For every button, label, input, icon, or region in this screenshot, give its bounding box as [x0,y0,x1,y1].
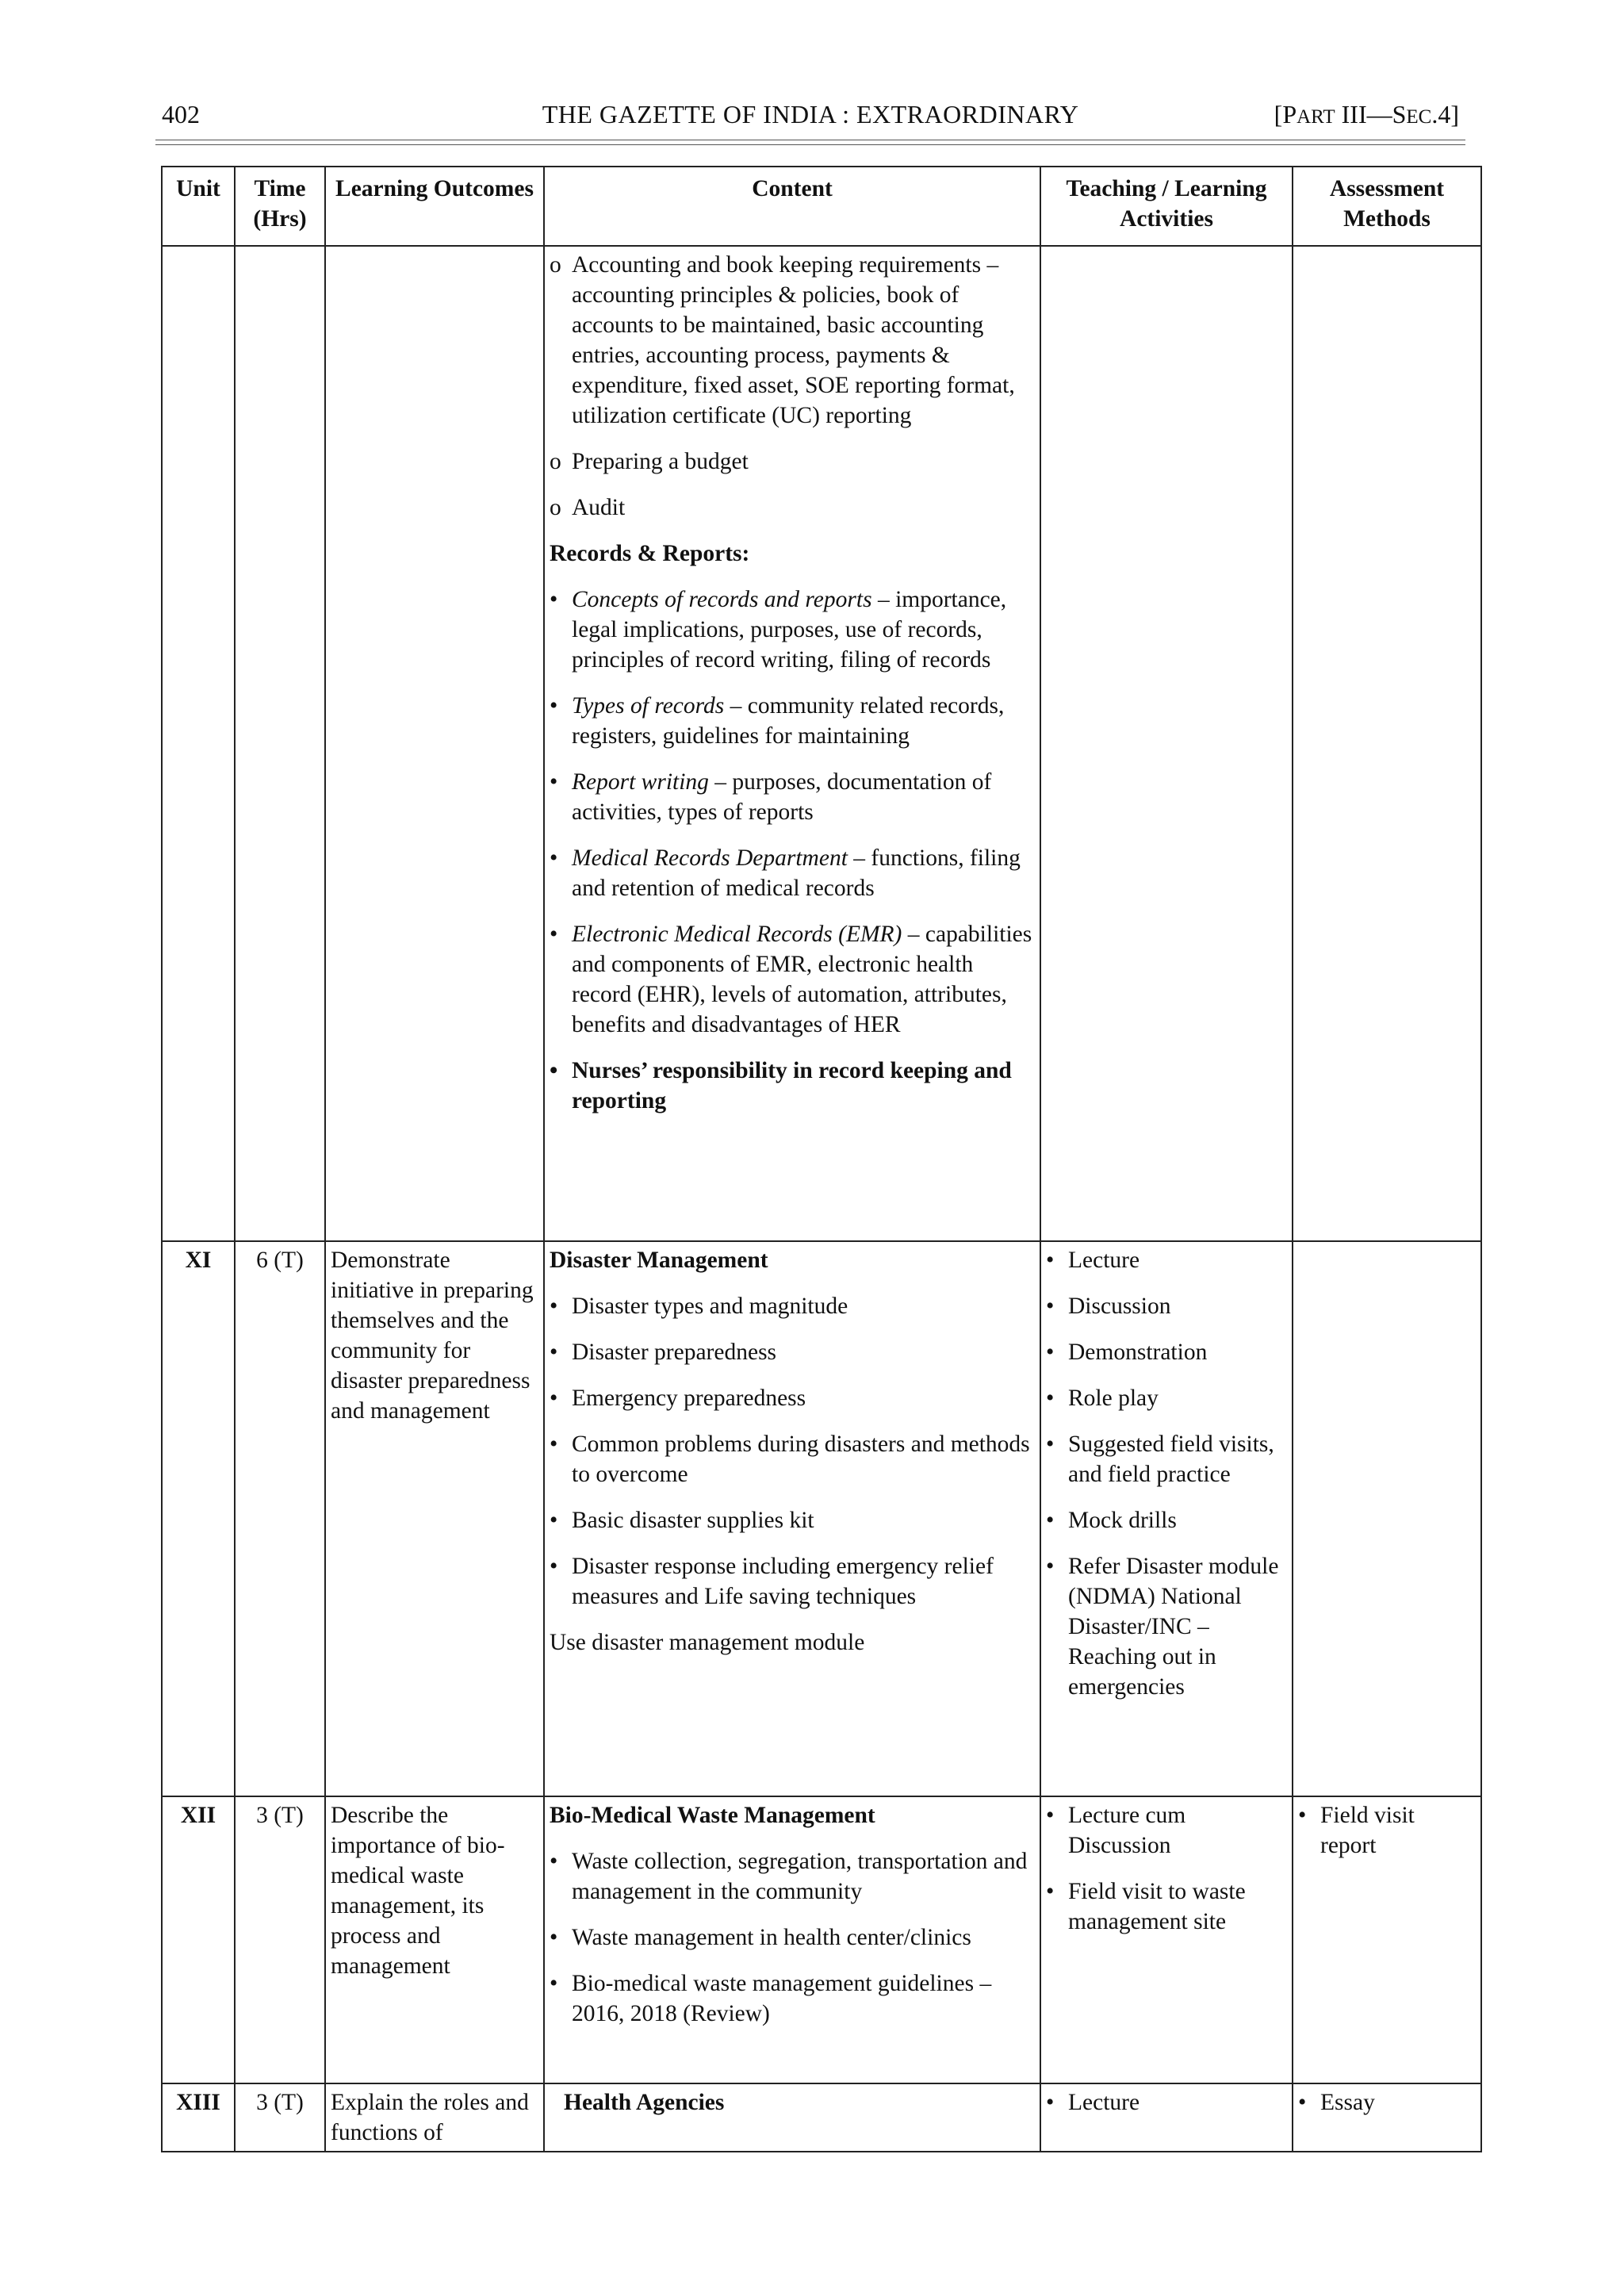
unit-cell: XII [162,1796,235,2083]
list-item: • Nurses’ responsibility in record keeping and reporting [550,1058,1012,1114]
list-item: • Waste management in health center/clinics [550,1925,971,1950]
list-item: • Disaster response including emergency relief measures and Life saving techniques [550,1554,994,1609]
table-row [162,1241,1481,1796]
time-cell: 3 (T) [235,2083,325,2152]
list-item: • Disaster preparedness [550,1340,777,1365]
list-item: • Suggested field visits, and field practice [1046,1432,1274,1487]
header-time: Time (Hrs) [235,167,325,246]
list-item: • Report writing – purposes, documentation of activities, types of reports [550,769,992,825]
assessment-cell [1293,1796,1481,2083]
list-item: • Disaster types and magnitude [550,1294,848,1319]
part-section-label: [PART III—SEC.4] [1274,100,1459,128]
list-item: • Waste collection, segregation, transportation and management in the community [550,1849,1028,1904]
header-teaching-activities: Teaching / Learning Activities [1040,167,1293,246]
assessment-cell [1293,246,1481,1241]
list-item: o Accounting and book keeping requirements – accounting principles & policies, book of accounts to be maintained, basic accounting entries, accounting process, payments & expenditure, fixed asset, SOE reporting format, utilization certificate (UC) reporting [550,252,1015,428]
list-item: o Audit [550,495,626,520]
page-number: 402 [162,100,200,128]
assessment-cell [1293,1241,1481,1796]
records-reports-heading: Records & Reports: [550,541,750,566]
unit-cell: XIII [162,2083,235,2152]
activities-cell [1040,2083,1293,2152]
list-item: • Medical Records Department – functions, filing and retention of medical records [550,845,1021,901]
time-cell: 3 (T) [235,1796,325,2083]
activities-cell [1040,246,1293,1241]
time-cell [235,246,325,1241]
table-row [162,246,1481,1241]
time-cell: 6 (T) [235,1241,325,1796]
outcome-cell: Explain the roles and functions of [325,2083,544,2152]
outcome-cell: Demonstrate initiative in preparing themselves and the community for disaster preparedness and management [325,1241,544,1796]
list-item: • Discussion [1046,1294,1171,1319]
page-header [162,98,1459,130]
list-item: • Emergency preparedness [550,1386,806,1411]
outcome-cell [325,246,544,1241]
header-content: Content [544,167,1040,246]
list-item: • Field visit report [1298,1803,1415,1858]
list-item: • Lecture [1046,2090,1140,2115]
header-rule-bottom [155,144,1465,145]
header-assessment-methods: Assessment Methods [1293,167,1481,246]
unit-cell [162,246,235,1241]
outcome-cell: Describe the importance of bio-medical waste management, its process and management [325,1796,544,2083]
table-row [162,1796,1481,2083]
assessment-cell [1293,2083,1481,2152]
list-item: • Concepts of records and reports – importance, legal implications, purposes, use of records, principles of record writing, filing of records [550,587,1007,673]
content-cell [544,1241,1040,1796]
unit-cell: XI [162,1241,235,1796]
list-item: • Field visit to waste management site [1046,1879,1246,1934]
activities-cell [1040,1796,1293,2083]
unit-heading: Health Agencies [564,2090,725,2115]
list-item: • Lecture [1046,1248,1140,1273]
content-cell [544,1796,1040,2083]
table-header-row [162,167,1481,246]
list-item: • Basic disaster supplies kit [550,1508,814,1533]
unit-heading: Disaster Management [550,1248,768,1273]
list-item: • Lecture cum Discussion [1046,1803,1186,1858]
list-item: • Mock drills [1046,1508,1177,1533]
list-item: • Bio-medical waste management guidelines – 2016, 2018 (Review) [550,1971,992,2026]
header-learning-outcomes: Learning Outcomes [325,167,544,246]
gazette-title: THE GAZETTE OF INDIA : EXTRAORDINARY [542,100,1079,128]
list-item: • Electronic Medical Records (EMR) – capabilities and components of EMR, electronic health record (EHR), levels of automation, attributes, benefits and disadvantages of HER [550,922,1032,1037]
list-item: • Demonstration [1046,1340,1208,1365]
list-item: o Preparing a budget [550,449,749,474]
unit-heading: Bio-Medical Waste Management [550,1803,875,1828]
list-item: • Types of records – community related records, registers, guidelines for maintaining [550,693,1005,749]
table-row [162,2083,1481,2152]
list-item: • Essay [1298,2090,1375,2115]
activities-cell [1040,1241,1293,1796]
list-item: • Common problems during disasters and methods to overcome [550,1432,1030,1487]
header-unit: Unit [162,167,235,246]
content-cell [544,2083,1040,2152]
syllabus-table [161,166,1482,2152]
list-item: • Role play [1046,1386,1159,1411]
module-note: Use disaster management module [550,1630,865,1655]
content-cell [544,246,1040,1241]
list-item: • Refer Disaster module (NDMA) National Disaster/INC – Reaching out in emergencies [1046,1554,1279,1700]
